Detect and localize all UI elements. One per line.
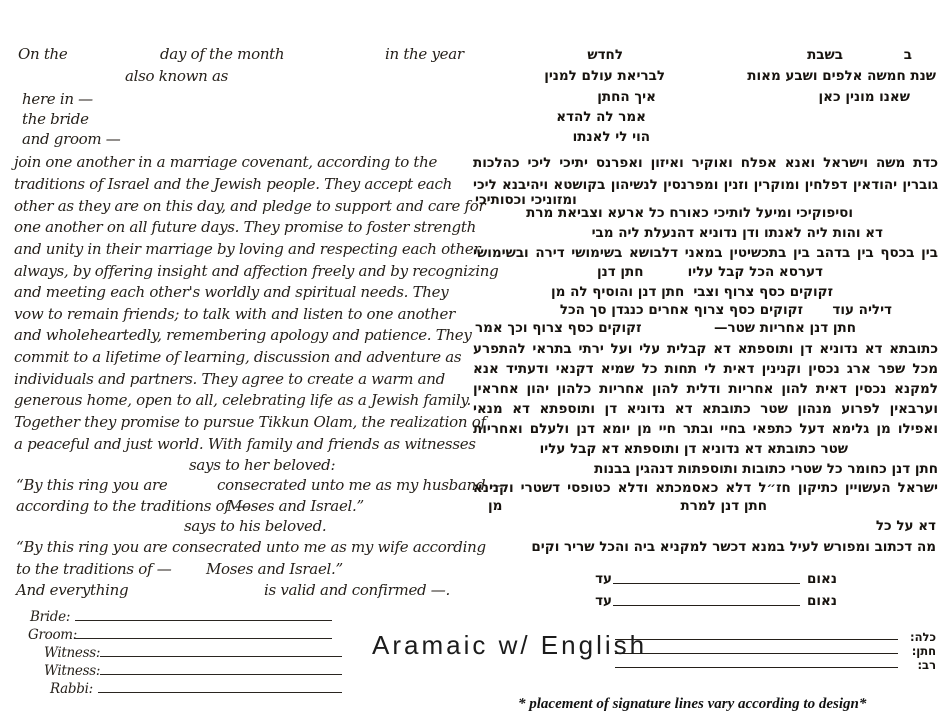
hebrew-line: כדת משה וישראל ואנא אפלח ואוקיר ואיזון ואפרנס יתיכי ליכי כהלכות: [473, 155, 938, 171]
body-line: and meeting each other's worldly and spiritual needs. They: [14, 283, 449, 301]
witness-signature-line: [100, 674, 342, 675]
lachodesh-text: לחדש: [587, 47, 623, 63]
aramaic-text-column: [473, 0, 938, 728]
rabbi-signature-row: [14, 680, 470, 698]
hebrew-line: [473, 538, 938, 556]
hebrew-text: מן: [488, 498, 503, 514]
hebrew-line: וערבאין לפרוע מנהון שטר כתובתא דא נדוניא דן ותוספתא דא מנאי: [473, 401, 938, 417]
day-letter-text: ב: [903, 47, 912, 63]
groom-signature-line: [75, 638, 332, 639]
bride-signature-line: [75, 620, 332, 621]
hebrew-text: זקוקים כסף צרוף וכך אמר: [475, 320, 642, 336]
body-line: other as they are on this day, and pledge to support and care for: [14, 197, 486, 215]
naum-text: נאום: [807, 593, 837, 609]
naum-text: נאום: [807, 571, 837, 587]
body-line: one another on all future days. They promise to foster strength: [14, 218, 476, 236]
hebrew-line: בין בכסף בין בדהב בין בתכשיטין במאני דלבושא בשימושי דירה ובשימושי: [473, 245, 938, 261]
hebrew-line: [473, 497, 938, 515]
body-line: and wholeheartedly, remembering apology and patience. They: [14, 326, 472, 344]
hebrew-date-line: [473, 46, 938, 64]
hebrew-text: זקוקים כסף צרוף אחרים כנגדן סך הכל: [559, 302, 803, 318]
in-year-text: in the year: [385, 45, 464, 63]
traditions-line-2: [14, 559, 470, 580]
hebrew-text: לבריאת עולם למנין: [544, 68, 665, 84]
hebrew-line: [473, 301, 938, 319]
body-line: Together they promise to pursue Tikkun Olam, the realization of: [14, 413, 486, 431]
hebrew-line: [473, 128, 938, 146]
body-line: a peaceful and just world. With family and friends as witnesses: [14, 435, 476, 453]
witness-name-line: [613, 605, 800, 606]
hebrew-text: שנת חמשה אלפים ושבע מאות: [747, 68, 936, 84]
hebrew-line: [473, 517, 938, 535]
hebrew-text: שאנו מונין כאן: [818, 89, 910, 105]
hebrew-line: גוברין יהודאין דפלחין ומוקרין וזנין ומפרנסין לנשיהון בקושטא ויהיבנא ליכי: [473, 177, 938, 193]
hebrew-text: דא על כל: [875, 518, 936, 534]
witness-signature-line: [100, 656, 342, 657]
hebrew-line: ואפילו מן גלימא דעל כתפאי בחיי ובתר חיי מן יומא דנן ולעלם ואחריות: [473, 421, 938, 437]
ring-vow-text: “By this ring you are: [16, 476, 168, 494]
hebrew-text: הוי לי לאנתו: [572, 129, 650, 145]
here-in-line: [14, 89, 470, 110]
chatan-lemarat-text: חתן דנן למרת: [680, 498, 767, 514]
witness-label: Witness:: [44, 645, 101, 661]
body-line: and unity in their marriage by loving and respecting each other: [14, 240, 481, 258]
hebrew-text: איך החתן: [597, 89, 656, 105]
hebrew-witness-row: [473, 592, 938, 610]
body-line: join one another in a marriage covenant, according to the: [14, 153, 438, 171]
rabbi-label: Rabbi:: [50, 681, 93, 697]
traditions-line: [14, 496, 470, 517]
moses-israel-text: Moses and Israel.”: [227, 497, 364, 515]
hebrew-text: דיליה עוד: [832, 302, 892, 318]
hebrew-line: [473, 108, 938, 126]
here-in-text: here in —: [22, 90, 93, 108]
says-to-his-line: [14, 516, 470, 537]
date-line: [14, 44, 470, 65]
ring-vow-wife-line: [14, 537, 486, 558]
ring-vow-text: “By this ring you are consecrated unto me as my wife according: [16, 538, 486, 556]
design-type-title: Aramaic w/ English: [372, 630, 648, 660]
witness-label: Witness:: [44, 663, 101, 679]
hebrew-line: [473, 440, 938, 458]
bshabbat-text: בשבת: [807, 47, 843, 63]
hebrew-line: למקנא נכסין דאית להון אחריות ודלית להון אחריות כלהון יהון אחראין: [473, 381, 938, 397]
also-known-text: also known as: [125, 67, 229, 85]
day-month-text: day of the month: [160, 45, 285, 63]
chatan-danan-text: חתן דנן: [597, 264, 644, 280]
hebrew-year-line: [473, 67, 938, 85]
groom-label: Groom:: [28, 627, 78, 643]
witness-signature-row: [14, 662, 470, 680]
body-line: commit to a lifetime of learning, discussion and adventure as: [14, 348, 462, 366]
kallah-signature-line: [615, 639, 898, 640]
the-bride-line: [14, 109, 470, 130]
ring-vow-husband-line: [14, 475, 505, 496]
rabbi-signature-line: [98, 692, 342, 693]
and-groom-line: [14, 129, 470, 150]
hebrew-text: חתן דנן והוסיף לה מן: [551, 284, 685, 300]
body-line: traditions of Israel and the Jewish people. They accept each: [14, 175, 453, 193]
and-everything-text: And everything: [16, 581, 129, 599]
bride-signature-row: [14, 608, 470, 626]
hebrew-text: חתן דנן אחריות שטר—: [713, 320, 856, 336]
valid-confirmed-text: is valid and confirmed —.: [264, 581, 450, 599]
hebrew-text: שטר כתובתא דא נדוניא דן ותוספתא דא קבל עליו: [539, 441, 848, 457]
ed-text: עד: [595, 571, 612, 587]
chatan-label: חתן:: [911, 644, 936, 658]
hebrew-line: [473, 88, 938, 106]
placement-footnote: * placement of signature lines vary according to design*: [518, 696, 867, 712]
hebrew-line: [473, 283, 938, 301]
hebrew-text: דא והות ליה לאנתו ודן נדוניא דהנעלת ליה מבי: [591, 225, 883, 241]
hebrew-text: אמר לה להדא: [556, 109, 646, 125]
rav-label: רב:: [917, 658, 936, 672]
traditions-text: to the traditions of —: [16, 560, 172, 578]
hebrew-line: מכל שפר ארג נכסין וקנינין דאית לי תחות כל שמיא דקנאי ודעתיד אנא: [473, 361, 938, 377]
the-bride-text: the bride: [22, 110, 89, 128]
also-known-line: [14, 66, 470, 87]
traditions-text: according to the traditions of —: [16, 497, 249, 515]
hebrew-line: ישראל העשויין כתיקון חז״ל דלא כאסמכתא ודלא כטופסי דשטרי וקנינא: [473, 480, 938, 496]
hebrew-line: [473, 263, 938, 281]
hebrew-text: זקוקים כסף צרוף וצבי: [693, 284, 833, 300]
kallah-label: כלה:: [910, 630, 936, 644]
says-to-his-text: says to his beloved.: [184, 517, 327, 535]
hebrew-line: [473, 224, 938, 242]
hebrew-witness-row: [473, 570, 938, 588]
hebrew-line: כתובתא דא נדוניא דן ותוספתא דא קבלית עלי ועל ירתי בתראי להתפרע: [473, 341, 938, 357]
hebrew-text: ומזוניכי וכסותיכי: [475, 192, 577, 208]
body-line: always, by offering insight and affection freely and by recognizing: [14, 262, 499, 280]
ring-vow-text: consecrated unto me as my husband —: [217, 476, 505, 494]
body-line: individuals and partners. They agree to create a warm and: [14, 370, 445, 388]
ed-text: עד: [595, 593, 612, 609]
hebrew-line: [473, 204, 938, 222]
hebrew-text: וסיפוקיכי ומיעל לותיכי כאורח כל ארעא וצביאת מרת: [526, 205, 853, 221]
body-line: generous home, open to all, celebrating life as a Jewish family.: [14, 391, 471, 409]
hebrew-line: [473, 319, 938, 337]
closing-line: [14, 580, 470, 601]
witness-name-line: [613, 583, 800, 584]
chatan-signature-line: [615, 653, 898, 654]
and-groom-text: and groom —: [22, 130, 121, 148]
says-to-her-text: says to her beloved:: [189, 456, 336, 474]
moses-israel-text: Moses and Israel.”: [206, 560, 343, 578]
hebrew-text: חתן דנן כחומר כל שטרי כתובות ותוספתות דנהגין בבנות: [594, 461, 938, 477]
body-line: vow to remain friends; to talk with and listen to one another: [14, 305, 455, 323]
on-the-text: On the: [18, 45, 68, 63]
hebrew-text: מה דכתוב ומפורש לעיל במנא דכשר למקניא ביה והכל שריר וקים: [531, 539, 936, 555]
bride-label: Bride:: [30, 609, 71, 625]
hebrew-text: דערסא הכל קבל עליו: [687, 264, 823, 280]
says-to-her-line: [14, 455, 470, 476]
hebrew-line: [473, 460, 938, 478]
rav-signature-line: [615, 667, 898, 668]
